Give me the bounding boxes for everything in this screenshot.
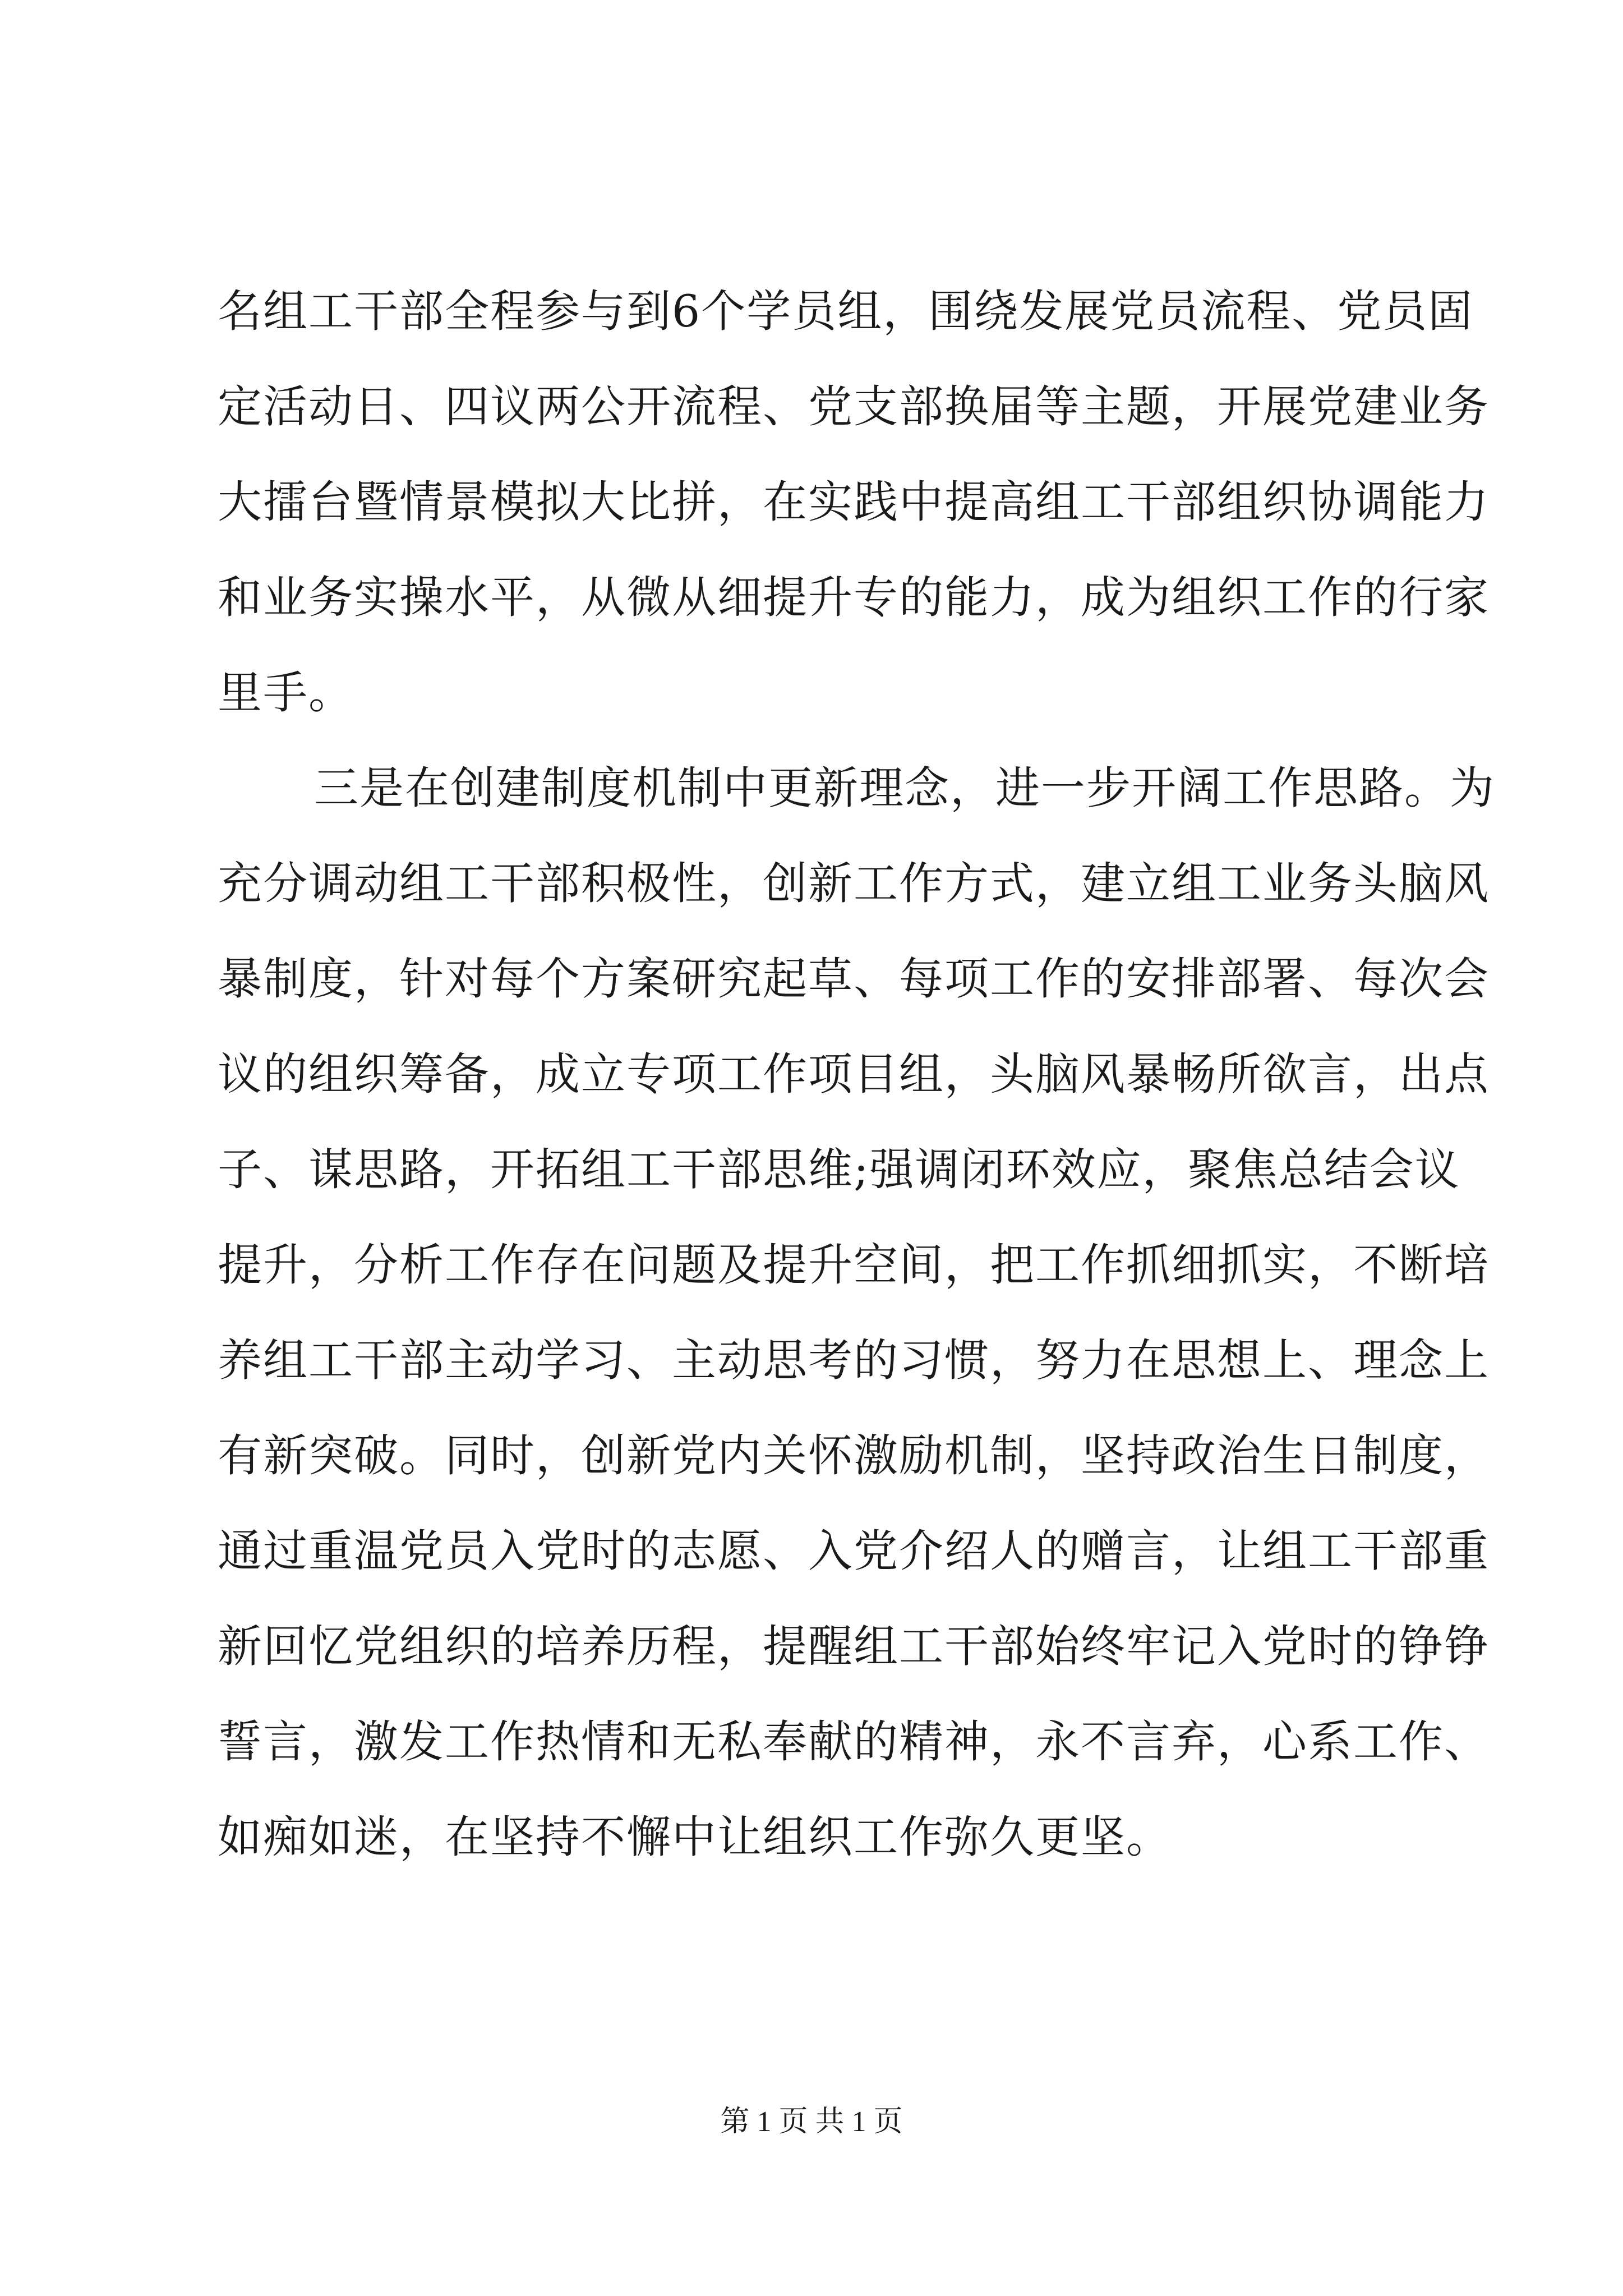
- paragraph-2-line-7: 养组工干部主动学习、主动思考的习惯，努力在思想上、理念上: [218, 1335, 1490, 1386]
- paragraph-2-line-4: 议的组织筹备，成立专项工作项目组，头脑风暴畅所欲言，出点: [218, 1048, 1490, 1100]
- document-body: [218, 264, 1495, 1885]
- paragraph-2-line-12: 如痴如迷，在坚持不懈中让组织工作弥久更坚。: [218, 1811, 1172, 1863]
- paragraph-1-line-1: 名组工干部全程参与到6个学员组，围绕发展党员流程、党员固: [218, 286, 1474, 337]
- paragraph-2-line-10: 新回忆党组织的培养历程，提醒组工干部始终牢记入党时的铮铮: [218, 1621, 1490, 1672]
- paragraph-1-line-3: 大擂台暨情景模拟大比拼，在实践中提高组工干部组织协调能力: [218, 476, 1490, 528]
- paragraph-2-line-8: 有新突破。同时，创新党内关怀激励机制，坚持政治生日制度，: [218, 1430, 1490, 1481]
- paragraph-2-line-9: 通过重温党员入党时的志愿、入党介绍人的赠言，让组工干部重: [218, 1525, 1490, 1577]
- paragraph-2-line-6: 提升，分析工作存在问题及提升空间，把工作抓细抓实，不断培: [218, 1239, 1490, 1291]
- paragraph-1-line-2: 定活动日、四议两公开流程、党支部换届等主题，开展党建业务: [218, 381, 1490, 432]
- page-footer: [0, 2102, 1623, 2142]
- paragraph-2-line-5: 子、谋思路，开拓组工干部思维;强调闭环效应，聚焦总结会议: [218, 1144, 1460, 1195]
- paragraph-1-line-4: 和业务实操水平，从微从细提升专的能力，成为组织工作的行家: [218, 572, 1490, 623]
- page-number-label: 第 1 页 共 1 页: [720, 2106, 903, 2138]
- paragraph-1-line-5: 里手。: [218, 667, 354, 719]
- paragraph-2-line-2: 充分调动组工干部积极性，创新工作方式，建立组工业务头脑风: [218, 858, 1490, 909]
- paragraph-2-line-11: 誓言，激发工作热情和无私奉献的精神，永不言弃，心系工作、: [218, 1716, 1490, 1768]
- paragraph-2-line-3: 暴制度，针对每个方案研究起草、每项工作的安排部署、每次会: [218, 953, 1490, 1005]
- paragraph-2-line-1: 三是在创建制度机制中更新理念，进一步开阔工作思路。为: [314, 762, 1495, 814]
